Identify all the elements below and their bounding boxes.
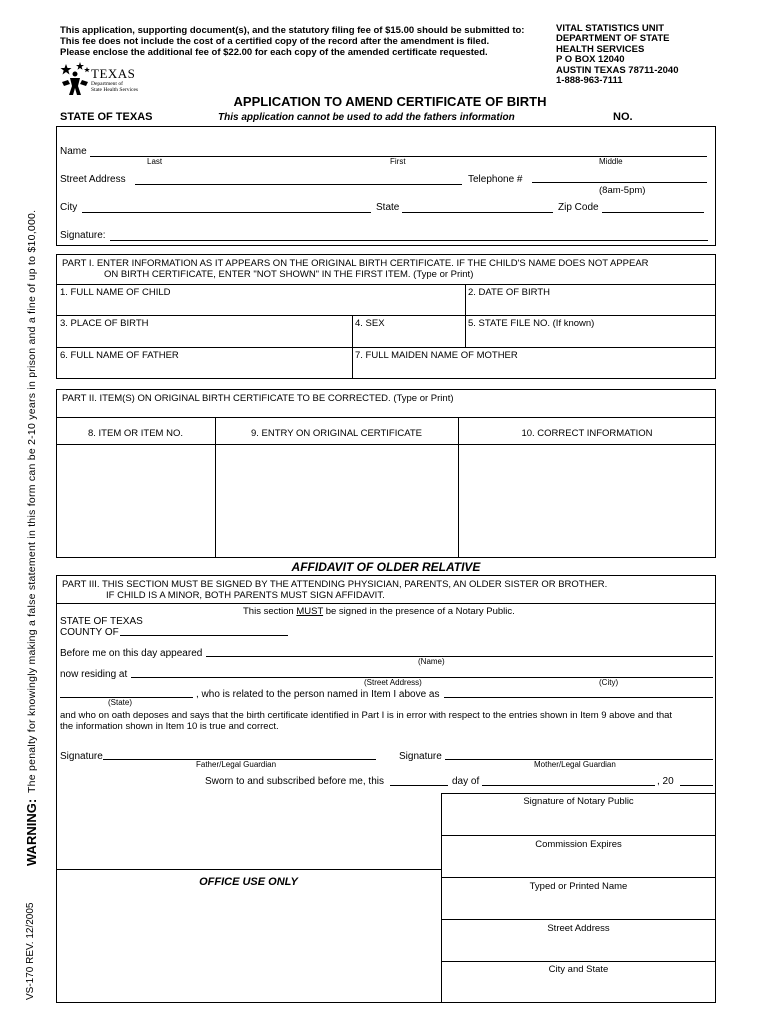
commission-expires-label: Commission Expires — [535, 839, 622, 850]
mailing-address — [556, 24, 679, 86]
col-item-no: 8. ITEM OR ITEM NO. — [87, 428, 183, 439]
signature-field[interactable] — [110, 240, 708, 241]
affidavit-title: AFFIDAVIT OF OLDER RELATIVE — [291, 560, 481, 574]
mother-maiden-name-label: 7. FULL MAIDEN NAME OF MOTHER — [355, 350, 518, 361]
notary-post: be signed in the presence of a Notary Public. — [323, 606, 515, 617]
fee-line-1: This application, supporting document(s), and the statutory filing fee of $15.00 should be submitted to: — [60, 25, 525, 36]
address-line: 1-888-963-7111 — [556, 75, 623, 87]
address-line: P O BOX 12040 — [556, 54, 625, 66]
part1-instruction-2: ON BIRTH CERTIFICATE, ENTER "NOT SHOWN" IN THE FIRST ITEM. (Type or Print) — [104, 269, 474, 280]
part3-instruction-2: IF CHILD IS A MINOR, BOTH PARENTS MUST SIGN AFFIDAVIT. — [106, 590, 385, 601]
penalty-warning: The penalty for knowingly making a false statement in this form can be 2-10 years in prison and a fine of up to $10,000. — [26, 209, 38, 793]
sex-label: 4. SEX — [355, 318, 385, 329]
mother-caption: Mother/Legal Guardian — [534, 760, 616, 769]
county-of-label: COUNTY OF — [60, 627, 119, 638]
divider — [352, 315, 353, 379]
zip-field[interactable] — [602, 212, 704, 213]
divider — [441, 835, 716, 836]
fee-line-3: Please enclose the additional fee of $22.00 for each copy of the amended certificate requested. — [60, 47, 488, 58]
first-caption: First — [390, 157, 406, 166]
day-of-label: day of — [452, 776, 480, 787]
father-caption: Father/Legal Guardian — [196, 760, 277, 769]
warning-label: WARNING: — [24, 798, 39, 866]
part2-heading: PART II. ITEM(S) ON ORIGINAL BIRTH CERTIFICATE TO BE CORRECTED. (Type or Print) — [62, 393, 454, 404]
day-field[interactable] — [390, 785, 448, 786]
divider — [441, 919, 716, 920]
telephone-label: Telephone # — [468, 174, 523, 185]
before-me-label: Before me on this day appeared — [60, 648, 203, 659]
state-caption: (State) — [108, 698, 133, 707]
middle-caption: Middle — [599, 157, 623, 166]
divider — [441, 877, 716, 878]
city-caption: (City) — [599, 678, 619, 687]
typed-name-label: Typed or Printed Name — [529, 881, 628, 892]
col-correct-info: 10. CORRECT INFORMATION — [521, 428, 653, 439]
month-field[interactable] — [482, 785, 655, 786]
notary-pre: This section — [243, 606, 297, 617]
now-residing-label: now residing at — [60, 669, 128, 680]
year-field[interactable] — [680, 785, 713, 786]
city-state-label: City and State — [548, 964, 609, 975]
father-name-label: 6. FULL NAME OF FATHER — [60, 350, 179, 361]
hours-caption: (8am-5pm) — [599, 185, 646, 196]
part3-instruction-1: PART III. THIS SECTION MUST BE SIGNED BY THE ATTENDING PHYSICIAN, PARENTS, AN OLDER SISTER OR BROTHER. — [62, 579, 608, 590]
address-line: VITAL STATISTICS UNIT — [556, 23, 665, 34]
divider — [56, 315, 716, 316]
year-label: , 20 — [657, 776, 674, 787]
telephone-field[interactable] — [532, 182, 707, 183]
logo-subtitle — [91, 81, 138, 93]
address-line: AUSTIN TEXAS 78711-2040 — [556, 64, 679, 76]
street-caption: (Street Address) — [364, 678, 422, 687]
mother-signature-label: Signature — [399, 751, 442, 762]
no-label: NO. — [613, 111, 633, 123]
father-signature-label: Signature — [60, 751, 103, 762]
city-field[interactable] — [82, 212, 371, 213]
oath-line-1: and who on oath deposes and says that the birth certificate identified in Part I is in error with respect to the entries shown in Item 9 above and that — [60, 710, 673, 721]
logo-sub-line: State Health Services — [91, 87, 139, 93]
state-field[interactable] — [402, 212, 553, 213]
residing-field[interactable] — [131, 677, 713, 678]
signature-label: Signature: — [60, 230, 106, 241]
office-use-only-label: OFFICE USE ONLY — [199, 876, 298, 888]
county-field[interactable] — [120, 635, 288, 636]
divider — [56, 417, 716, 418]
state-label: STATE OF TEXAS — [60, 111, 153, 123]
last-caption: Last — [147, 157, 163, 166]
divider — [56, 444, 716, 445]
street-address-label: Street Address — [547, 923, 610, 934]
date-of-birth-label: 2. DATE OF BIRTH — [468, 287, 550, 298]
divider — [441, 793, 716, 794]
address-line: DEPARTMENT OF STATE — [556, 33, 670, 45]
logo-wordmark: TEXAS — [91, 66, 136, 81]
oath-line-2: the information shown in Item 10 is true and correct. — [60, 721, 279, 732]
part2-box — [56, 389, 716, 558]
notary-signature-label: Signature of Notary Public — [523, 796, 634, 807]
logo-sub-line: Department of — [91, 81, 123, 87]
city-label: City — [60, 202, 78, 213]
texas-star-figures-icon — [60, 62, 90, 96]
divider — [56, 869, 441, 870]
full-name-of-child-label: 1. FULL NAME OF CHILD — [60, 287, 171, 298]
notice-text: This application cannot be used to add the fathers information — [218, 112, 515, 123]
divider — [56, 603, 716, 604]
part1-instruction-1: PART I. ENTER INFORMATION AS IT APPEARS ON THE ORIGINAL BIRTH CERTIFICATE. IF THE CHILD'S NAME DOES NOT APPEAR — [62, 258, 649, 269]
divider — [56, 347, 716, 348]
form-id: VS-170 REV. 12/2005 — [25, 902, 36, 1000]
related-label: , who is related to the person named in Item I above as — [196, 689, 440, 700]
notary-instruction — [243, 606, 515, 617]
sworn-label: Sworn to and subscribed before me, this — [205, 776, 384, 787]
zip-label: Zip Code — [558, 202, 599, 213]
state-label: State — [376, 202, 400, 213]
street-field[interactable] — [135, 184, 462, 185]
name-label: Name — [60, 146, 87, 157]
part3-box — [56, 575, 716, 1003]
relationship-field[interactable] — [444, 697, 713, 698]
divider — [465, 284, 466, 347]
page-title: APPLICATION TO AMEND CERTIFICATE OF BIRTH — [233, 94, 547, 109]
col-original-entry: 9. ENTRY ON ORIGINAL CERTIFICATE — [250, 428, 423, 439]
fee-line-2: This fee does not include the cost of a certified copy of the record after the amendment is filed. — [60, 36, 490, 47]
place-of-birth-label: 3. PLACE OF BIRTH — [60, 318, 149, 329]
state-of-texas: STATE OF TEXAS — [60, 616, 143, 627]
address-line: HEALTH SERVICES — [556, 43, 645, 55]
divider — [56, 284, 716, 285]
appeared-name-field[interactable] — [206, 656, 713, 657]
divider — [441, 961, 716, 962]
street-label: Street Address — [60, 174, 126, 185]
notary-must: MUST — [296, 606, 324, 617]
state-file-no-label: 5. STATE FILE NO. (If known) — [468, 318, 595, 329]
name-caption: (Name) — [418, 657, 445, 666]
